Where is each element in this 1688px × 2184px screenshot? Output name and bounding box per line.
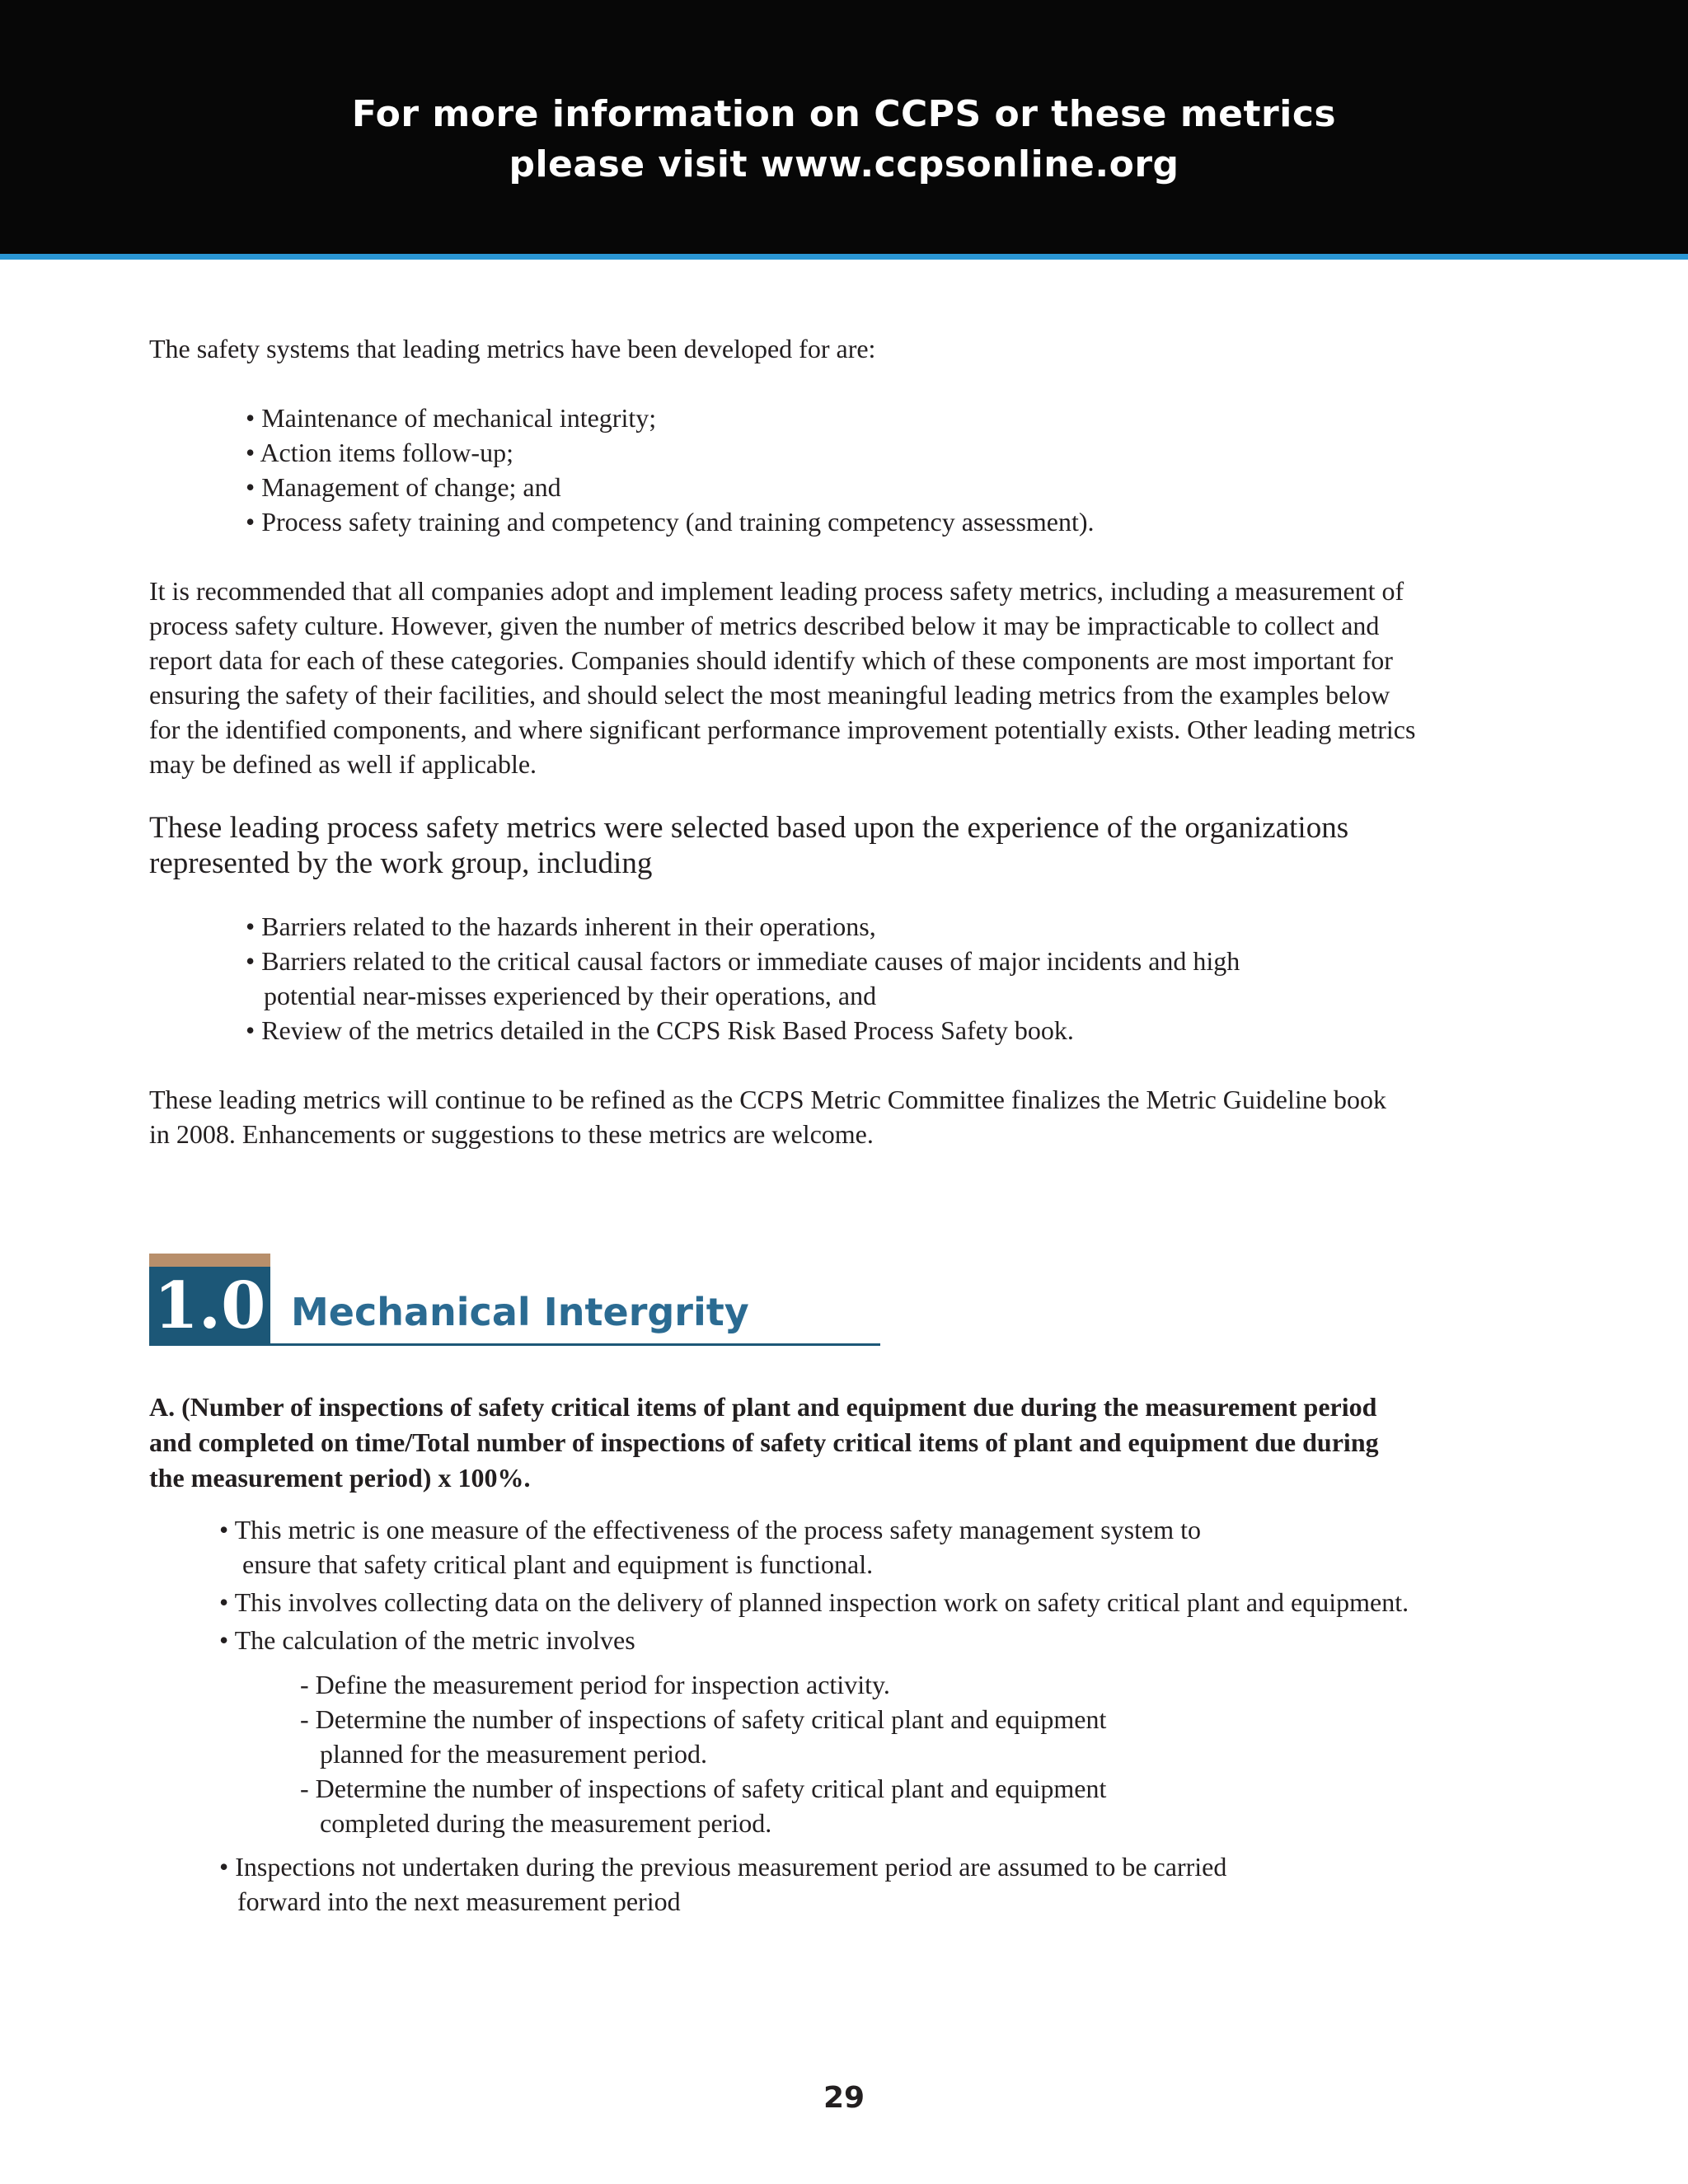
list-item-continuation: completed during the measurement period. (320, 1808, 772, 1838)
list-item (219, 1623, 1554, 1657)
list-item (246, 1013, 1240, 1047)
list-item: • Maintenance of mechanical integrity; (246, 403, 657, 433)
metric-a-title (149, 1390, 1550, 1496)
list-item-text: • This metric is one measure of the effectiveness of the process safety management system to (219, 1515, 1201, 1544)
text-line: It is recommended that all companies adopt and implement leading process safety metrics, including a measurement of (149, 576, 1404, 606)
final-bullet (219, 1849, 1554, 1919)
list-item-text: - Determine the number of inspections of safety critical plant and equipment (300, 1774, 1107, 1803)
text-line: the measurement period) x 100%. (149, 1463, 531, 1493)
section-number: 1.0 (149, 1267, 270, 1346)
text-line: in 2008. Enhancements or suggestions to these metrics are welcome. (149, 1119, 874, 1149)
list-item-text: - Define the measurement period for inspection activity. (300, 1670, 890, 1699)
list-item (246, 944, 1240, 1013)
list-item-text: • Barriers related to the hazards inherent in their operations, (246, 912, 876, 941)
header-line-1: For more information on CCPS or these metrics (351, 93, 1337, 135)
header-text (0, 89, 1688, 190)
text-line: report data for each of these categories. Companies should identify which of these components are most important for (149, 645, 1393, 675)
list-item-text: • This involves collecting data on the delivery of planned inspection work on safety critical plant and equipment. (219, 1587, 1409, 1617)
list-item (219, 1512, 1554, 1582)
text-line: and completed on time/Total number of inspections of safety critical items of plant and equipment due during (149, 1427, 1379, 1457)
text-line: ensuring the safety of their facilities, and should select the most meaningful leading metrics from the examples below (149, 680, 1390, 710)
list-item-text: • Inspections not undertaken during the previous measurement period are assumed to be carried (219, 1852, 1227, 1882)
selection-paragraph (149, 810, 1550, 881)
header-line-2: please visit www.ccpsonline.org (509, 143, 1179, 185)
list-item (219, 1849, 1554, 1919)
list-item: • Process safety training and competency (and training competency assessment). (246, 507, 1095, 537)
page-number: 29 (823, 2081, 865, 2115)
text-line: These leading metrics will continue to be refined as the CCPS Metric Committee finalizes the Metric Guideline book (149, 1085, 1386, 1114)
list-item (300, 1771, 1106, 1840)
section-title: Mechanical Intergrity (291, 1290, 749, 1334)
text-line: represented by the work group, including (149, 846, 653, 880)
list-item (300, 1702, 1106, 1771)
list-item-text: • Barriers related to the critical causal factors or immediate causes of major incidents and high (246, 946, 1240, 976)
list-item (300, 1667, 1106, 1702)
closing-paragraph (149, 1082, 1550, 1151)
list-item-continuation: potential near-misses experienced by their operations, and (264, 981, 877, 1010)
list-item: • Action items follow-up; (246, 438, 513, 467)
section-tab-accent (149, 1254, 270, 1267)
metric-a-bullets (219, 1512, 1554, 1657)
list-item-text: • The calculation of the metric involves (219, 1625, 635, 1655)
calculation-steps (300, 1667, 1106, 1840)
text-line: may be defined as well if applicable. (149, 749, 537, 779)
list-item-text: - Determine the number of inspections of safety critical plant and equipment (300, 1704, 1107, 1734)
selection-bullets-list (246, 909, 1240, 1047)
list-item-continuation: forward into the next measurement period (237, 1886, 681, 1916)
list-item-text: • Review of the metrics detailed in the CCPS Risk Based Process Safety book. (246, 1015, 1074, 1045)
list-item-continuation: planned for the measurement period. (320, 1739, 708, 1769)
list-item: • Management of change; and (246, 472, 561, 502)
text-line: These leading process safety metrics were selected based upon the experience of the organizations (149, 811, 1349, 845)
section-underline (270, 1343, 880, 1346)
intro-lead: The safety systems that leading metrics have been developed for are: (149, 334, 876, 363)
list-item-continuation: ensure that safety critical plant and equipment is functional. (242, 1549, 874, 1579)
header-stripe (0, 254, 1688, 260)
list-item (246, 909, 1240, 944)
text-line: for the identified components, and where significant performance improvement potentially exists. Other leading metrics (149, 715, 1416, 744)
text-line: process safety culture. However, given the number of metrics described below it may be impracticable to collect and (149, 611, 1380, 640)
text-line: A. (Number of inspections of safety critical items of plant and equipment due during the measurement period (149, 1392, 1377, 1422)
safety-systems-list (246, 401, 1095, 539)
list-item (219, 1585, 1554, 1619)
recommendation-paragraph (149, 574, 1550, 781)
